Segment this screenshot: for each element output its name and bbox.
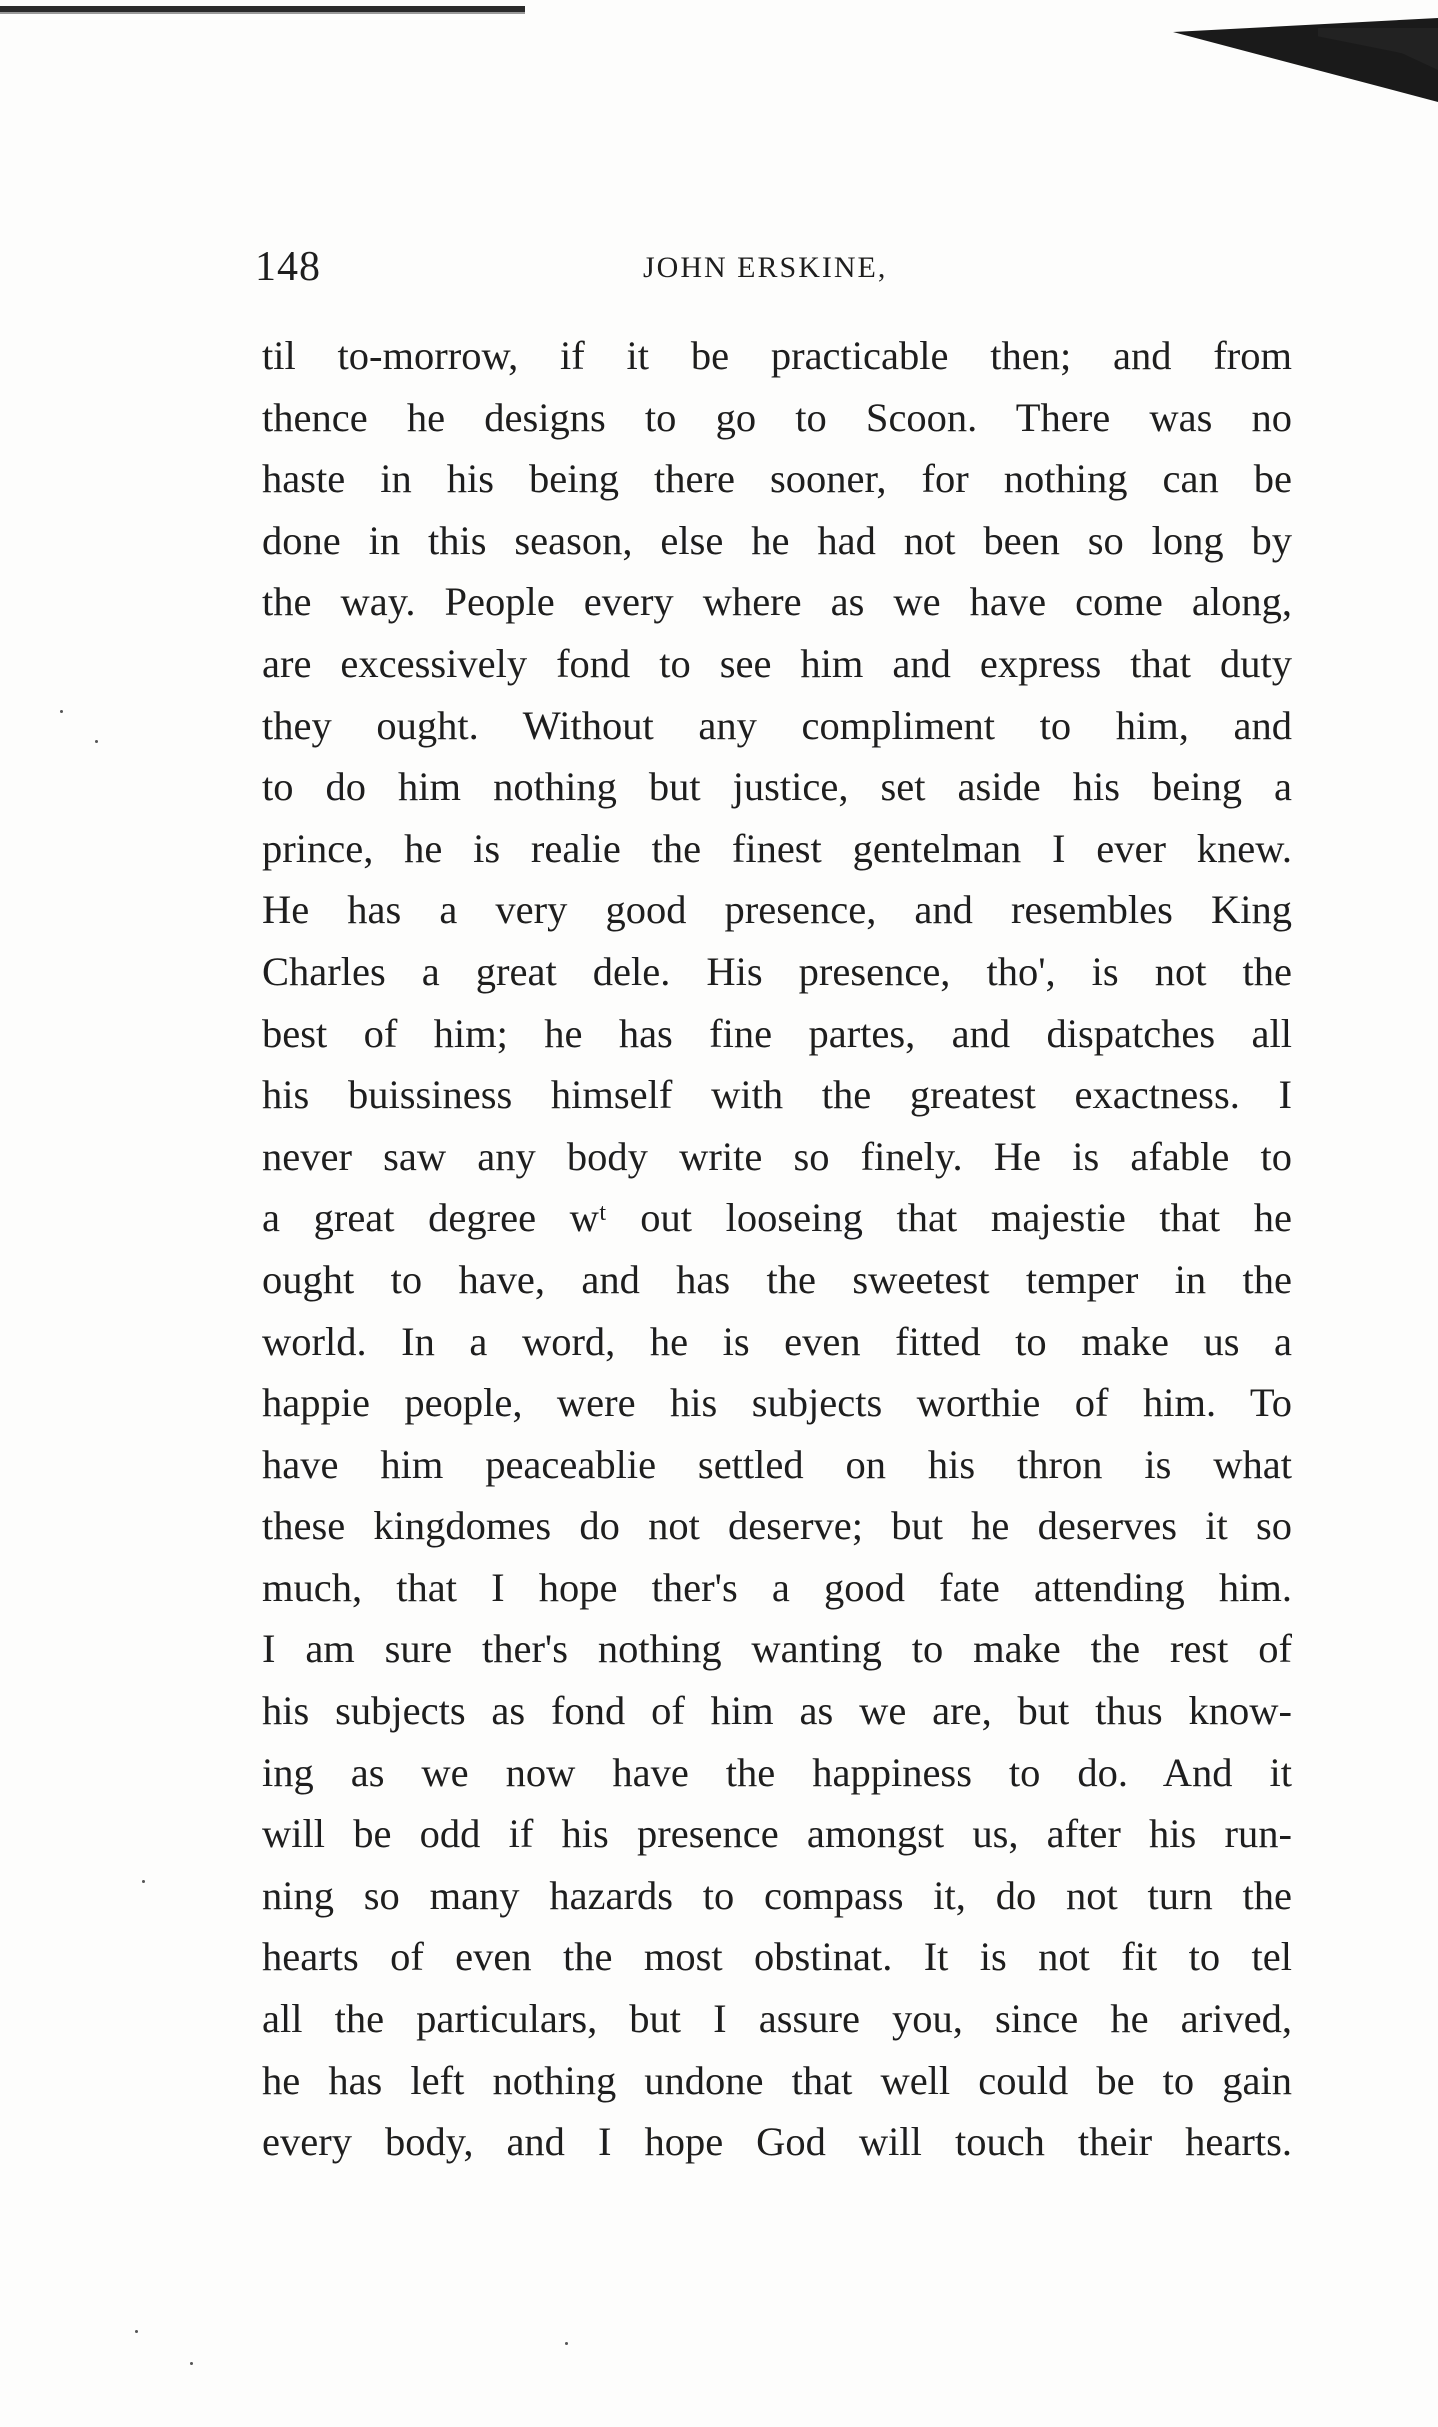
scan-speck <box>135 2330 138 2333</box>
text-line: every body, and I hope God will touch their hearts. <box>262 2119 1292 2165</box>
text-line: much, that I hope ther's a good fate attending him. <box>262 1564 1292 1610</box>
text-line: to do him nothing but justice, set aside his being a <box>262 764 1292 810</box>
text-line: a great degree wᵗ out looseing that majestie that he <box>262 1195 1292 1241</box>
text-line: prince, he is realie the finest gentelman I ever knew. <box>262 825 1292 871</box>
text-line: He has a very good presence, and resembles King <box>262 887 1292 933</box>
text-line: ing as we now have the happiness to do. And it <box>262 1749 1292 1795</box>
text-line: Charles a great dele. His presence, tho', is not the <box>262 948 1292 994</box>
text-line: his buissiness himself with the greatest exactness. I <box>262 1072 1292 1118</box>
text-line: world. In a word, he is even fitted to make us a <box>262 1318 1292 1364</box>
text-line: the way. People every where as we have come along, <box>262 579 1292 625</box>
text-line: his subjects as fond of him as we are, but thus know- <box>262 1688 1292 1734</box>
text-line: all the particulars, but I assure you, since he arived, <box>262 1996 1292 2042</box>
text-line: ning so many hazards to compass it, do not turn the <box>262 1872 1292 1918</box>
scan-speck <box>142 1880 145 1883</box>
text-line: have him peaceablie settled on his thron is what <box>262 1441 1292 1487</box>
running-head: JOHN ERSKINE, <box>643 251 888 284</box>
body-text <box>262 325 1292 2173</box>
scan-speck <box>60 710 63 713</box>
text-line: best of him; he has fine partes, and dispatches all <box>262 1010 1292 1056</box>
text-line: haste in his being there sooner, for nothing can be <box>262 456 1292 502</box>
text-line: they ought. Without any compliment to him, and <box>262 702 1292 748</box>
text-line: done in this season, else he had not been so long by <box>262 517 1292 563</box>
text-line: hearts of even the most obstinat. It is not fit to tel <box>262 1934 1292 1980</box>
scan-speck <box>95 740 98 743</box>
scan-speck <box>565 2342 568 2345</box>
text-line: ought to have, and has the sweetest temper in the <box>262 1256 1292 1302</box>
text-line: are excessively fond to see him and express that duty <box>262 640 1292 686</box>
text-line: happie people, were his subjects worthie of him. To <box>262 1380 1292 1426</box>
page-number: 148 <box>255 244 321 290</box>
scan-speck <box>190 2362 193 2365</box>
text-line: will be odd if his presence amongst us, after his run- <box>262 1811 1292 1857</box>
text-line: these kingdomes do not deserve; but he deserves it so <box>262 1503 1292 1549</box>
text-line: he has left nothing undone that well could be to gain <box>262 2057 1292 2103</box>
text-line: never saw any body write so finely. He is afable to <box>262 1133 1292 1179</box>
scan-edge-shadow <box>0 12 525 14</box>
text-line: thence he designs to go to Scoon. There was no <box>262 394 1292 440</box>
text-line: I am sure ther's nothing wanting to make the rest of <box>262 1626 1292 1672</box>
page-header <box>255 243 1305 303</box>
text-line: til to-morrow, if it be practicable then; and from <box>262 333 1292 378</box>
